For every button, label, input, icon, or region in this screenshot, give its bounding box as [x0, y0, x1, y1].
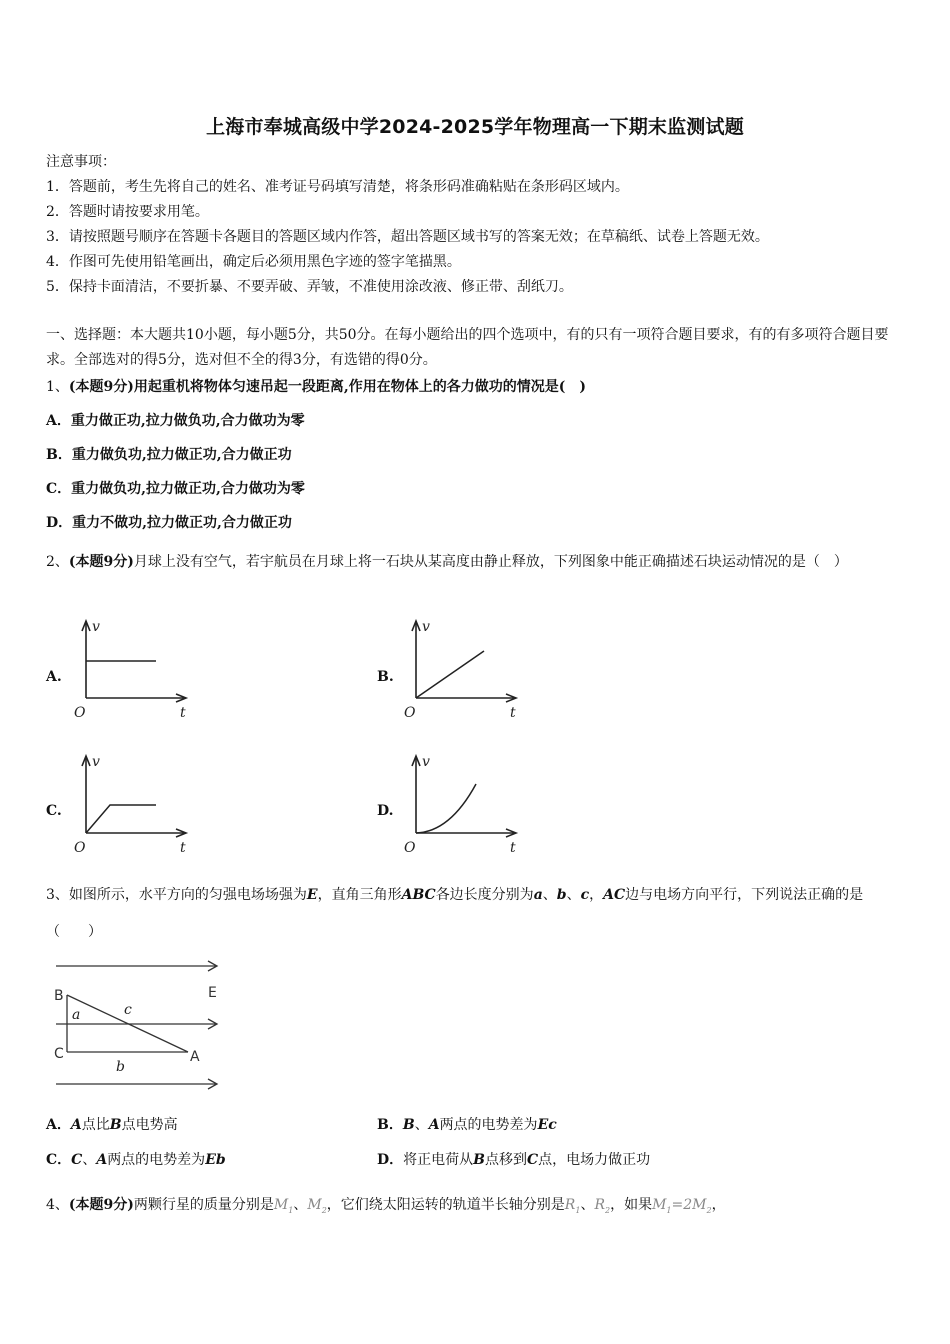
- side-c-label: c: [124, 1002, 132, 1018]
- question-tag: (本题9分): [68, 1197, 134, 1213]
- x-axis-label: t: [180, 840, 186, 856]
- graph-a[interactable]: [70, 615, 200, 720]
- notice-heading: 注意事项：: [46, 154, 116, 170]
- question-number: 4、: [46, 1197, 69, 1213]
- field-e-label: E: [208, 985, 217, 1001]
- question-number: 1、: [46, 379, 69, 395]
- x-axis-label: t: [510, 705, 516, 721]
- graph-d[interactable]: [400, 750, 530, 855]
- y-axis-label: v: [422, 619, 430, 635]
- field-triangle-figure: [48, 955, 228, 1095]
- q1-option-a[interactable]: A．重力做正功,拉力做负功,合力做功为零: [46, 413, 305, 429]
- vertex-c-label: C: [54, 1046, 64, 1062]
- mass-m1: $M_1$: [273, 1197, 294, 1215]
- vertex-a-label: A: [190, 1049, 200, 1065]
- q2-option-b-label[interactable]: B.: [377, 669, 394, 685]
- question-2: [46, 544, 908, 581]
- mass-equation: $M_1=2M_2$: [652, 1197, 712, 1215]
- y-axis-label: v: [92, 754, 100, 770]
- notice-item: 1．答题前，考生先将自己的姓名、准考证号码填写清楚，将条形码准确粘贴在条形码区域内。: [46, 179, 629, 195]
- q1-option-c[interactable]: C．重力做负功,拉力做正功,合力做功为零: [46, 481, 305, 497]
- question-1: [46, 377, 586, 397]
- notice-item: 4．作图可先使用铅笔画出，确定后必须用黑色字迹的签字笔描黑。: [46, 254, 461, 270]
- question-tag: (本题9分): [68, 379, 134, 395]
- origin-label: O: [404, 840, 416, 856]
- x-axis-label: t: [510, 840, 516, 856]
- origin-label: O: [404, 705, 416, 721]
- x-axis-label: t: [180, 705, 186, 721]
- q3-option-a[interactable]: A．A点比B点电势高: [46, 1117, 178, 1133]
- question-4: 4、(本题9分)两颗行星的质量分别是$M_1$、$M_2$，它们绕太阳运转的轨道半长轴分别是$R_1$、$R_2$，如果$M_1=2M_2$，: [46, 1197, 726, 1215]
- page-title: 上海市奉城高级中学2024-2025学年物理高一下期末监测试题: [206, 116, 744, 138]
- q2-option-d-label[interactable]: D.: [377, 803, 394, 819]
- question-3: 3、如图所示，水平方向的匀强电场场强为E，直角三角形ABC各边长度分别为a、b、c，AC边与电场方向平行，下列说法正确的是（ ）: [46, 887, 864, 940]
- q1-option-b[interactable]: B．重力做负功,拉力做正功,合力做正功: [46, 447, 292, 463]
- graph-c[interactable]: [70, 750, 200, 855]
- side-a-label: a: [72, 1007, 81, 1023]
- mass-m2: $M_2$: [307, 1197, 327, 1215]
- notice-item: 3．请按照题号顺序在答题卡各题目的答题区域内作答，超出答题区域书写的答案无效；在草稿纸、试卷上答题无效。: [46, 229, 769, 245]
- vertex-b-label: B: [54, 988, 64, 1004]
- question-stem: 用起重机将物体匀速吊起一段距离,作用在物体上的各力做功的情况是( ): [133, 379, 587, 395]
- y-axis-label: v: [422, 754, 430, 770]
- notice-item: 2．答题时请按要求用笔。: [46, 204, 209, 220]
- origin-label: O: [74, 705, 86, 721]
- radius-r1: $R_1$: [564, 1197, 581, 1215]
- q1-option-d[interactable]: D．重力不做功,拉力做正功,合力做正功: [46, 515, 292, 531]
- section-intro: 一、选择题：本大题共10小题，每小题5分，共50分。在每小题给出的四个选项中，有的只有一项符合题目要求，有的有多项符合题目要求。全部选对的得5分，选对但不全的得3分，有选错的得0分。: [46, 327, 889, 368]
- question-stem: 月球上没有空气，若宇航员在月球上将一石块从某高度由静止释放，下列图象中能正确描述石块运动情况的是（ ）: [133, 554, 848, 570]
- q3-option-b[interactable]: B．B、A两点的电势差为Ec: [377, 1117, 557, 1133]
- q3-option-c[interactable]: C．C、A两点的电势差为Eb: [46, 1152, 226, 1168]
- q2-option-a-label[interactable]: A.: [46, 669, 62, 685]
- graph-b[interactable]: [400, 615, 530, 720]
- side-b-label: b: [116, 1059, 125, 1075]
- origin-label: O: [74, 840, 86, 856]
- question-number: 2、: [46, 554, 69, 570]
- y-axis-label: v: [92, 619, 100, 635]
- q3-option-d[interactable]: D．将正电荷从B点移到C点，电场力做正功: [377, 1152, 651, 1168]
- question-tag: (本题9分): [68, 554, 134, 570]
- radius-r2: $R_2$: [594, 1197, 611, 1215]
- notice-item: 5．保持卡面清洁，不要折暴、不要弄破、弄皱，不准使用涂改液、修正带、刮纸刀。: [46, 279, 573, 295]
- q2-option-c-label[interactable]: C.: [46, 803, 62, 819]
